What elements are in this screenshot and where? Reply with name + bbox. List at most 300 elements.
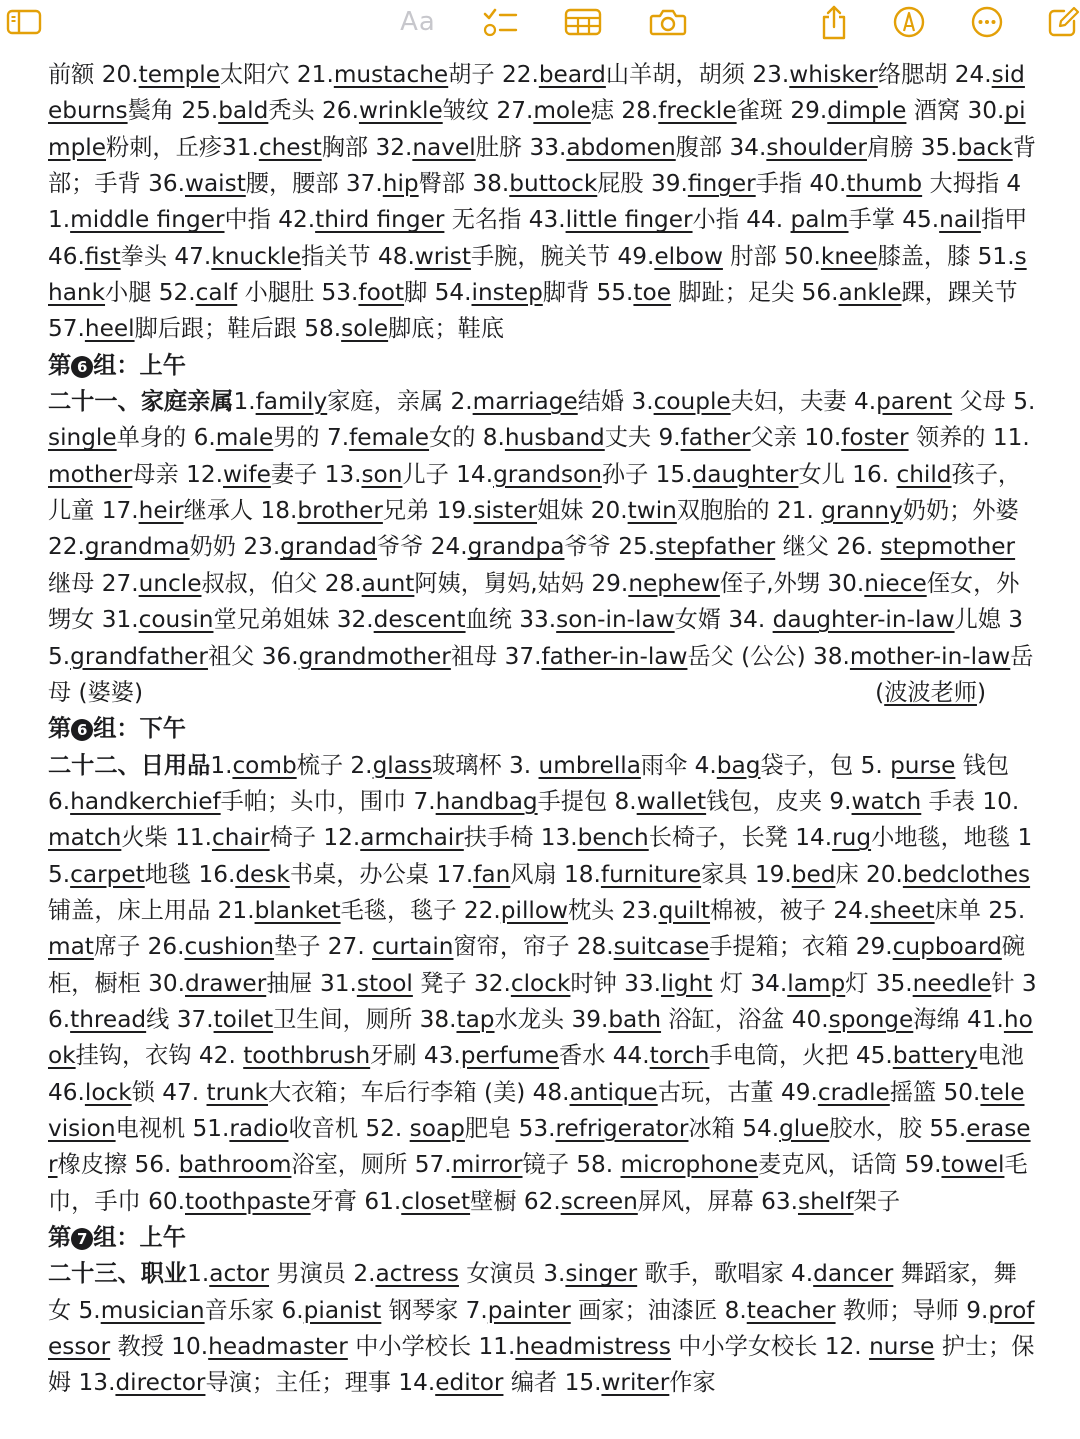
vocab-gloss: 夫妇，夫妻 4. — [730, 388, 877, 416]
vocab-term: back — [957, 133, 1013, 161]
vocab-term: niece — [864, 569, 927, 597]
vocab-term: cushion — [184, 933, 275, 961]
vocab-gloss: 中小学女校长 12. — [670, 1333, 870, 1361]
vocab-gloss: 胡子 22. — [448, 61, 539, 88]
vocab-term: husband — [504, 424, 605, 452]
vocab-gloss: 无名指 43. — [444, 206, 566, 234]
vocab-gloss: 书桌，办公桌 17. — [289, 860, 474, 888]
heading-prefix: 第 — [48, 351, 72, 379]
vocab-term: single — [48, 424, 117, 452]
vocab-gloss: 风扇 18. — [510, 860, 601, 888]
vocab-term: antique — [569, 1078, 658, 1106]
vocab-paragraph — [48, 384, 1038, 711]
vocab-gloss: 脚后跟；鞋后跟 58. — [134, 315, 342, 343]
vocab-term: buttock — [509, 170, 598, 198]
more-icon — [970, 5, 1004, 39]
vocab-term: knee — [820, 242, 878, 270]
signature-open: ( — [875, 678, 885, 706]
group-heading — [48, 711, 1038, 747]
vocab-term: suitcase — [613, 933, 710, 961]
share-button[interactable] — [814, 2, 854, 42]
group-heading — [48, 1220, 1038, 1256]
vocab-gloss: 凳子 32. — [412, 969, 511, 997]
vocab-term: bath — [608, 1005, 662, 1033]
table-icon — [564, 7, 602, 37]
vocab-term: perfume — [460, 1042, 560, 1070]
vocab-gloss: 脚背 55. — [542, 279, 634, 307]
vocab-term: watch — [851, 787, 922, 815]
author-signature — [875, 675, 986, 711]
vocab-term: armchair — [360, 824, 464, 852]
vocab-gloss: 毛毯，毯子 22. — [340, 896, 501, 924]
vocab-term: handkerchief — [70, 787, 221, 815]
vocab-gloss: 牙刷 43. — [370, 1042, 461, 1070]
vocab-gloss: 岳父 (公公) 38. — [687, 642, 850, 670]
vocab-gloss: 床单 25. — [934, 896, 1026, 924]
notes-toolbar — [0, 0, 1080, 48]
vocab-gloss: 女的 8. — [429, 424, 505, 452]
vocab-gloss: 祖父 36. — [207, 642, 299, 670]
vocab-term: carpet — [70, 860, 145, 888]
vocab-term: uncle — [138, 569, 202, 597]
vocab-gloss: 家庭，亲属 2. — [327, 388, 473, 416]
vocab-gloss: 地毯 16. — [144, 860, 236, 888]
vocab-term: wallet — [636, 787, 707, 815]
vocab-gloss: 肩膀 35. — [866, 133, 958, 161]
vocab-gloss: 继承人 18. — [183, 497, 298, 525]
vocab-term: grandpa — [467, 533, 565, 561]
vocab-gloss: 鬓角 25. — [127, 97, 219, 125]
vocab-gloss: 胸部 32. — [321, 133, 413, 161]
vocab-term: whisker — [789, 61, 878, 88]
format-button[interactable] — [394, 2, 442, 42]
vocab-gloss: 皱纹 27. — [442, 97, 534, 125]
vocab-term: heir — [138, 497, 184, 525]
vocab-term: shelf — [797, 1187, 854, 1215]
vocab-term: son-in-law — [556, 606, 675, 634]
vocab-gloss: 肘部 50. — [722, 242, 821, 270]
vocab-term: pianist — [303, 1296, 382, 1324]
vocab-gloss: 导演；主任；理事 14. — [205, 1369, 436, 1397]
vocab-term: calf — [195, 279, 238, 307]
vocab-term: drawer — [185, 969, 267, 997]
vocab-gloss: 橡皮擦 56. — [57, 1151, 179, 1179]
vocab-term: palm — [790, 206, 849, 234]
vocab-term: pimple — [48, 97, 1026, 161]
sidebar-button[interactable] — [4, 2, 44, 42]
vocab-term: descent — [373, 606, 466, 634]
vocab-gloss: 毛巾，手巾 60. — [48, 1151, 1028, 1215]
vocab-gloss: 铺盖，床上用品 21. — [48, 896, 255, 924]
vocab-gloss: 水龙头 39. — [494, 1005, 609, 1033]
vocab-term: mustache — [333, 61, 449, 88]
vocab-gloss: 手电筒，火把 45. — [709, 1042, 893, 1070]
heading-prefix: 第 — [48, 1224, 72, 1251]
vocab-gloss: 奶奶 23. — [189, 533, 281, 561]
vocab-gloss: 领养的 11. — [908, 424, 1030, 452]
more-button[interactable] — [967, 2, 1007, 42]
vocab-gloss: 丈夫 9. — [604, 424, 681, 452]
sidebar-icon — [6, 8, 42, 36]
vocab-gloss: 岳母 (婆婆) — [48, 642, 1034, 706]
vocab-gloss: 袋子，包 5. — [760, 751, 891, 779]
vocab-term: grandfather — [70, 642, 208, 670]
vocab-gloss: 雀斑 29. — [736, 97, 828, 125]
vocab-term: middle finger — [70, 206, 225, 234]
vocab-gloss: 窗帘，帘子 28. — [453, 933, 614, 961]
vocab-gloss: 1. — [187, 1260, 210, 1288]
vocab-gloss: 电池 46. — [48, 1042, 1024, 1106]
format-icon: Aa — [400, 7, 436, 37]
vocab-term: clock — [510, 969, 571, 997]
vocab-gloss: 继父 26. — [775, 533, 881, 561]
vocab-gloss: 手腕，腕关节 49. — [470, 242, 655, 270]
vocab-gloss: 爷爷 24. — [377, 533, 468, 561]
vocab-term: thumb — [846, 170, 923, 198]
vocab-paragraph — [48, 1256, 1038, 1401]
vocab-gloss: 针 36. — [48, 969, 1037, 1033]
signature-close: ) — [976, 678, 986, 706]
vocab-term: toothpaste — [185, 1187, 311, 1215]
vocab-gloss: 女儿 16. — [798, 460, 897, 488]
vocab-gloss: 时钟 33. — [570, 969, 662, 997]
vocab-gloss: 线 37. — [146, 1005, 214, 1033]
vocab-term: refrigerator — [555, 1114, 689, 1142]
vocab-gloss: 腹部 34. — [675, 133, 767, 161]
vocab-term: handbag — [435, 787, 538, 815]
vocab-term: grandad — [280, 533, 378, 561]
vocab-term: blanket — [254, 896, 341, 924]
vocab-gloss: 母亲 12. — [132, 460, 223, 488]
vocab-gloss: 单身的 6. — [116, 424, 216, 452]
vocab-term: instep — [471, 279, 543, 307]
vocab-term: stepmother — [880, 533, 1016, 561]
vocab-gloss: 碗柜，橱柜 30. — [48, 933, 1025, 997]
vocab-gloss: 小地毯，地毯 15. — [48, 824, 1033, 888]
vocab-term: grandma — [84, 533, 190, 561]
vocab-term: headmaster — [208, 1333, 348, 1361]
vocab-term: closet — [401, 1187, 471, 1215]
vocab-gloss: 孩子，儿童 17. — [48, 460, 1022, 525]
vocab-term: dimple — [827, 97, 907, 125]
vocab-gloss: 叔叔，伯父 28. — [201, 569, 362, 597]
vocab-gloss: 音乐家 6. — [204, 1296, 304, 1324]
vocab-term: teacher — [746, 1296, 836, 1324]
vocab-gloss: 脚趾；足尖 56. — [670, 279, 839, 307]
vocab-term: bathroom — [178, 1151, 292, 1179]
vocab-term: male — [215, 424, 274, 452]
vocab-term: actor — [209, 1260, 270, 1288]
vocab-term: match — [48, 824, 122, 852]
vocab-term: marriage — [472, 388, 578, 416]
vocab-gloss: 侄女，外甥女 31. — [48, 569, 1020, 634]
vocab-term: mother-in-law — [849, 642, 1011, 670]
vocab-gloss: 踝，踝关节 57. — [48, 279, 1018, 343]
vocab-paragraph — [48, 57, 1038, 348]
vocab-term: towel — [941, 1151, 1005, 1179]
vocab-term: mole — [533, 97, 591, 125]
vocab-gloss: 钱包 6. — [48, 751, 1010, 815]
vocab-gloss: 屏风，屏幕 63. — [637, 1187, 798, 1215]
vocab-gloss: 长椅子，长凳 14. — [648, 824, 833, 852]
vocab-term: purse — [890, 751, 956, 779]
vocab-term: comb — [232, 751, 297, 779]
vocab-gloss: 继母 27. — [48, 569, 139, 597]
vocab-term: torch — [649, 1042, 710, 1070]
vocab-term: bench — [577, 824, 649, 852]
table-button[interactable] — [563, 2, 603, 42]
vocab-gloss: 女演员 3. — [458, 1260, 566, 1288]
vocab-term: singer — [565, 1260, 638, 1288]
vocab-gloss: 阿姨，舅妈,姑妈 29. — [414, 569, 629, 597]
vocab-gloss: 摇篮 50. — [889, 1078, 981, 1106]
vocab-term: foot — [358, 279, 405, 307]
markup-icon — [892, 5, 926, 39]
vocab-gloss: 男的 7. — [273, 424, 350, 452]
vocab-term: chest — [258, 133, 322, 161]
vocab-term: grandmother — [298, 642, 451, 670]
vocab-term: desk — [235, 860, 290, 888]
compose-icon — [1046, 5, 1080, 39]
vocab-term: headmistress — [515, 1333, 671, 1361]
vocab-gloss: 酒窝 30. — [906, 97, 1005, 125]
vocab-gloss: 垫子 27. — [274, 933, 373, 961]
vocab-gloss: 钢琴家 7. — [381, 1296, 488, 1324]
vocab-term: nurse — [869, 1333, 935, 1361]
vocab-gloss: 膝盖，膝 51. — [877, 242, 1015, 270]
vocab-gloss: 冰箱 54. — [688, 1114, 780, 1142]
heading-suffix: 组：上午 — [93, 351, 186, 379]
vocab-gloss: 灯 35. — [845, 969, 913, 997]
vocab-gloss: 家具 19. — [701, 860, 792, 888]
vocab-gloss: 中指 42. — [224, 206, 316, 234]
vocab-term: quilt — [658, 896, 711, 924]
vocab-term: child — [896, 460, 952, 488]
vocab-gloss: 锁 47. — [131, 1078, 207, 1106]
vocab-gloss: 臀部 38. — [418, 170, 510, 198]
vocab-term: umbrella — [538, 751, 641, 779]
vocab-gloss: 教授 10. — [110, 1333, 209, 1361]
heading-prefix: 第 — [48, 715, 72, 743]
vocab-term: mother — [48, 460, 133, 488]
vocab-term: battery — [892, 1042, 978, 1070]
vocab-gloss: 古玩，古董 49. — [657, 1078, 818, 1106]
vocab-gloss: 画家；油漆匠 8. — [570, 1296, 747, 1324]
vocab-gloss: 海绵 41. — [913, 1005, 1004, 1033]
vocab-gloss: 肥皂 53. — [464, 1114, 556, 1142]
vocab-term: light — [661, 969, 713, 997]
group-number-badge: 6 — [71, 719, 93, 741]
vocab-term: needle — [912, 969, 992, 997]
vocab-gloss: 肚脐 33. — [475, 133, 567, 161]
vocab-term: toilet — [213, 1005, 274, 1033]
vocab-term: actress — [375, 1260, 459, 1288]
vocab-term: lamp — [787, 969, 846, 997]
vocab-gloss: 堂兄弟姐妹 32. — [213, 606, 374, 634]
vocab-term: toe — [633, 279, 671, 307]
vocab-gloss: 侄子,外甥 30. — [719, 569, 865, 597]
vocab-term: wrinkle — [358, 97, 443, 125]
vocab-term: stepfather — [655, 533, 776, 561]
vocab-term: heel — [84, 315, 135, 343]
vocab-gloss: 屁股 39. — [597, 170, 688, 198]
vocab-gloss: 钱包，皮夹 9. — [706, 787, 852, 815]
vocab-gloss: 编者 15. — [503, 1369, 602, 1397]
vocab-term: radio — [229, 1114, 289, 1142]
vocab-term: sideburns — [48, 61, 1025, 125]
vocab-gloss: 床 20. — [835, 860, 903, 888]
vocab-gloss: 抽屉 31. — [266, 969, 357, 997]
vocab-gloss: 作家 — [669, 1369, 716, 1397]
vocab-gloss: 前额 20. — [48, 61, 139, 88]
vocab-term: father — [680, 424, 751, 452]
vocab-gloss: 胶水，胶 55. — [829, 1114, 967, 1142]
vocab-gloss: 枕头 23. — [567, 896, 659, 924]
vocab-term: nephew — [628, 569, 720, 597]
vocab-term: sister — [473, 497, 538, 525]
vocab-gloss: 镜子 58. — [522, 1151, 621, 1179]
vocab-term: toothbrush — [243, 1042, 371, 1070]
vocab-gloss: 梳子 2. — [296, 751, 373, 779]
vocab-term: wife — [223, 460, 271, 488]
vocab-term: son — [361, 460, 403, 488]
vocab-term: bed — [791, 860, 836, 888]
vocab-term: painter — [487, 1296, 571, 1324]
vocab-term: hook — [48, 1005, 1033, 1070]
vocab-term: daughter-in-law — [772, 606, 955, 634]
vocab-term: foster — [841, 424, 909, 452]
vocab-term: professor — [48, 1296, 1035, 1361]
vocab-gloss: 雨伞 4. — [640, 751, 717, 779]
vocab-gloss: 浴缸，浴盆 40. — [661, 1005, 829, 1033]
vocab-term: tap — [456, 1005, 495, 1033]
vocab-term: beard — [538, 61, 606, 88]
markup-button[interactable] — [889, 2, 929, 42]
vocab-gloss: 脚底；鞋底 — [388, 315, 505, 343]
vocab-gloss: 棉被，被子 24. — [710, 896, 871, 924]
vocab-gloss: 爷爷 25. — [564, 533, 656, 561]
vocab-term: female — [349, 424, 430, 452]
vocab-gloss: 挂钩，衣钩 42. — [75, 1042, 244, 1070]
vocab-gloss: 孙子 15. — [601, 460, 693, 488]
vocab-gloss: 脚 54. — [404, 279, 472, 307]
vocab-gloss: 男演员 2. — [269, 1260, 376, 1288]
vocab-term: thread — [70, 1005, 147, 1033]
vocab-gloss: 小腿 52. — [105, 279, 196, 307]
vocab-gloss: 太阳穴 21. — [220, 61, 334, 88]
vocab-paragraph — [48, 748, 1038, 1220]
vocab-term: chair — [211, 824, 270, 852]
camera-button[interactable] — [646, 2, 690, 42]
vocab-term: ankle — [838, 279, 902, 307]
vocab-gloss: 背部；手背 36. — [48, 133, 1036, 198]
vocab-gloss: 大衣箱；车后行李箱 (美) 48. — [267, 1078, 570, 1106]
vocab-term: nail — [939, 206, 981, 234]
vocab-gloss: 结婚 3. — [577, 388, 654, 416]
vocab-gloss: 痣 28. — [590, 97, 659, 125]
vocab-gloss: 扶手椅 13. — [463, 824, 578, 852]
section-title: 二十三、职业 — [48, 1260, 188, 1288]
vocab-gloss: 络腮胡 24. — [877, 61, 992, 88]
vocab-term: glue — [779, 1114, 830, 1142]
vocab-term: pillow — [500, 896, 568, 924]
vocab-gloss: 麦克风，话筒 59. — [758, 1151, 942, 1179]
vocab-term: navel — [412, 133, 476, 161]
vocab-gloss: 手表 10. — [921, 787, 1020, 815]
vocab-gloss: 粉刺，丘疹31. — [106, 133, 259, 161]
vocab-term: cradle — [817, 1078, 890, 1106]
vocab-gloss: 儿子 14. — [402, 460, 494, 488]
vocab-term: father-in-law — [541, 642, 688, 670]
vocab-term: brother — [297, 497, 383, 525]
vocab-gloss: 电视机 51. — [115, 1114, 230, 1142]
vocab-gloss: 1. — [233, 388, 256, 416]
compose-button[interactable] — [1046, 2, 1080, 42]
vocab-gloss: 架子 — [853, 1187, 901, 1215]
vocab-term: shoulder — [766, 133, 867, 161]
section-title: 二十二、日用品 — [48, 751, 211, 779]
vocab-term: parent — [876, 388, 953, 416]
vocab-gloss: 父亲 10. — [750, 424, 842, 452]
vocab-term: twin — [627, 497, 677, 525]
vocab-gloss: 小腿肚 53. — [237, 279, 359, 307]
vocab-term: knuckle — [211, 242, 302, 270]
vocab-term: granny — [821, 497, 903, 525]
vocab-term: curtain — [372, 933, 454, 961]
vocab-gloss: 席子 26. — [93, 933, 185, 961]
vocab-gloss: 香水 44. — [559, 1042, 650, 1070]
vocab-term: soap — [409, 1114, 465, 1142]
vocab-gloss: 舞蹈家，舞女 5. — [48, 1260, 1017, 1324]
vocab-gloss: 指关节 48. — [301, 242, 415, 270]
vocab-gloss: 火柴 11. — [121, 824, 212, 852]
note-body[interactable] — [48, 57, 1038, 1402]
vocab-gloss: 手帕；头巾，围巾 7. — [220, 787, 436, 815]
vocab-term: elbow — [654, 242, 723, 270]
vocab-gloss: 妻子 13. — [270, 460, 362, 488]
vocab-gloss: 1. — [210, 751, 233, 779]
camera-icon — [649, 7, 687, 37]
vocab-gloss: 小指 44. — [692, 206, 791, 234]
vocab-term: couple — [653, 388, 731, 416]
signature-name: 波波老师 — [884, 678, 977, 706]
vocab-term: third finger — [315, 206, 445, 234]
vocab-term: mat — [48, 933, 94, 961]
group-number-badge: 6 — [71, 356, 93, 378]
vocab-term: eraser — [48, 1114, 1031, 1179]
group-number-badge: 7 — [71, 1228, 93, 1250]
vocab-term: wrist — [414, 242, 471, 270]
vocab-term: freckle — [658, 97, 737, 125]
vocab-term: finger — [687, 170, 756, 198]
vocab-term: rug — [832, 824, 872, 852]
vocab-term: daughter — [692, 460, 799, 488]
vocab-gloss: 女婿 34. — [674, 606, 773, 634]
vocab-gloss: 椅子 12. — [269, 824, 361, 852]
section-title: 二十一、家庭亲属 — [48, 388, 234, 416]
vocab-term: television — [48, 1078, 1025, 1142]
vocab-gloss: 拳头 47. — [120, 242, 212, 270]
vocab-term: bag — [716, 751, 761, 779]
vocab-term: furniture — [600, 860, 702, 888]
vocab-gloss: 姐妹 20. — [537, 497, 628, 525]
vocab-term: grandson — [493, 460, 602, 488]
vocab-term: shank — [48, 242, 1027, 307]
vocab-gloss: 手掌 45. — [848, 206, 940, 234]
vocab-gloss: 收音机 52. — [288, 1114, 410, 1142]
vocab-term: mirror — [451, 1151, 523, 1179]
checklist-button[interactable] — [480, 2, 520, 42]
